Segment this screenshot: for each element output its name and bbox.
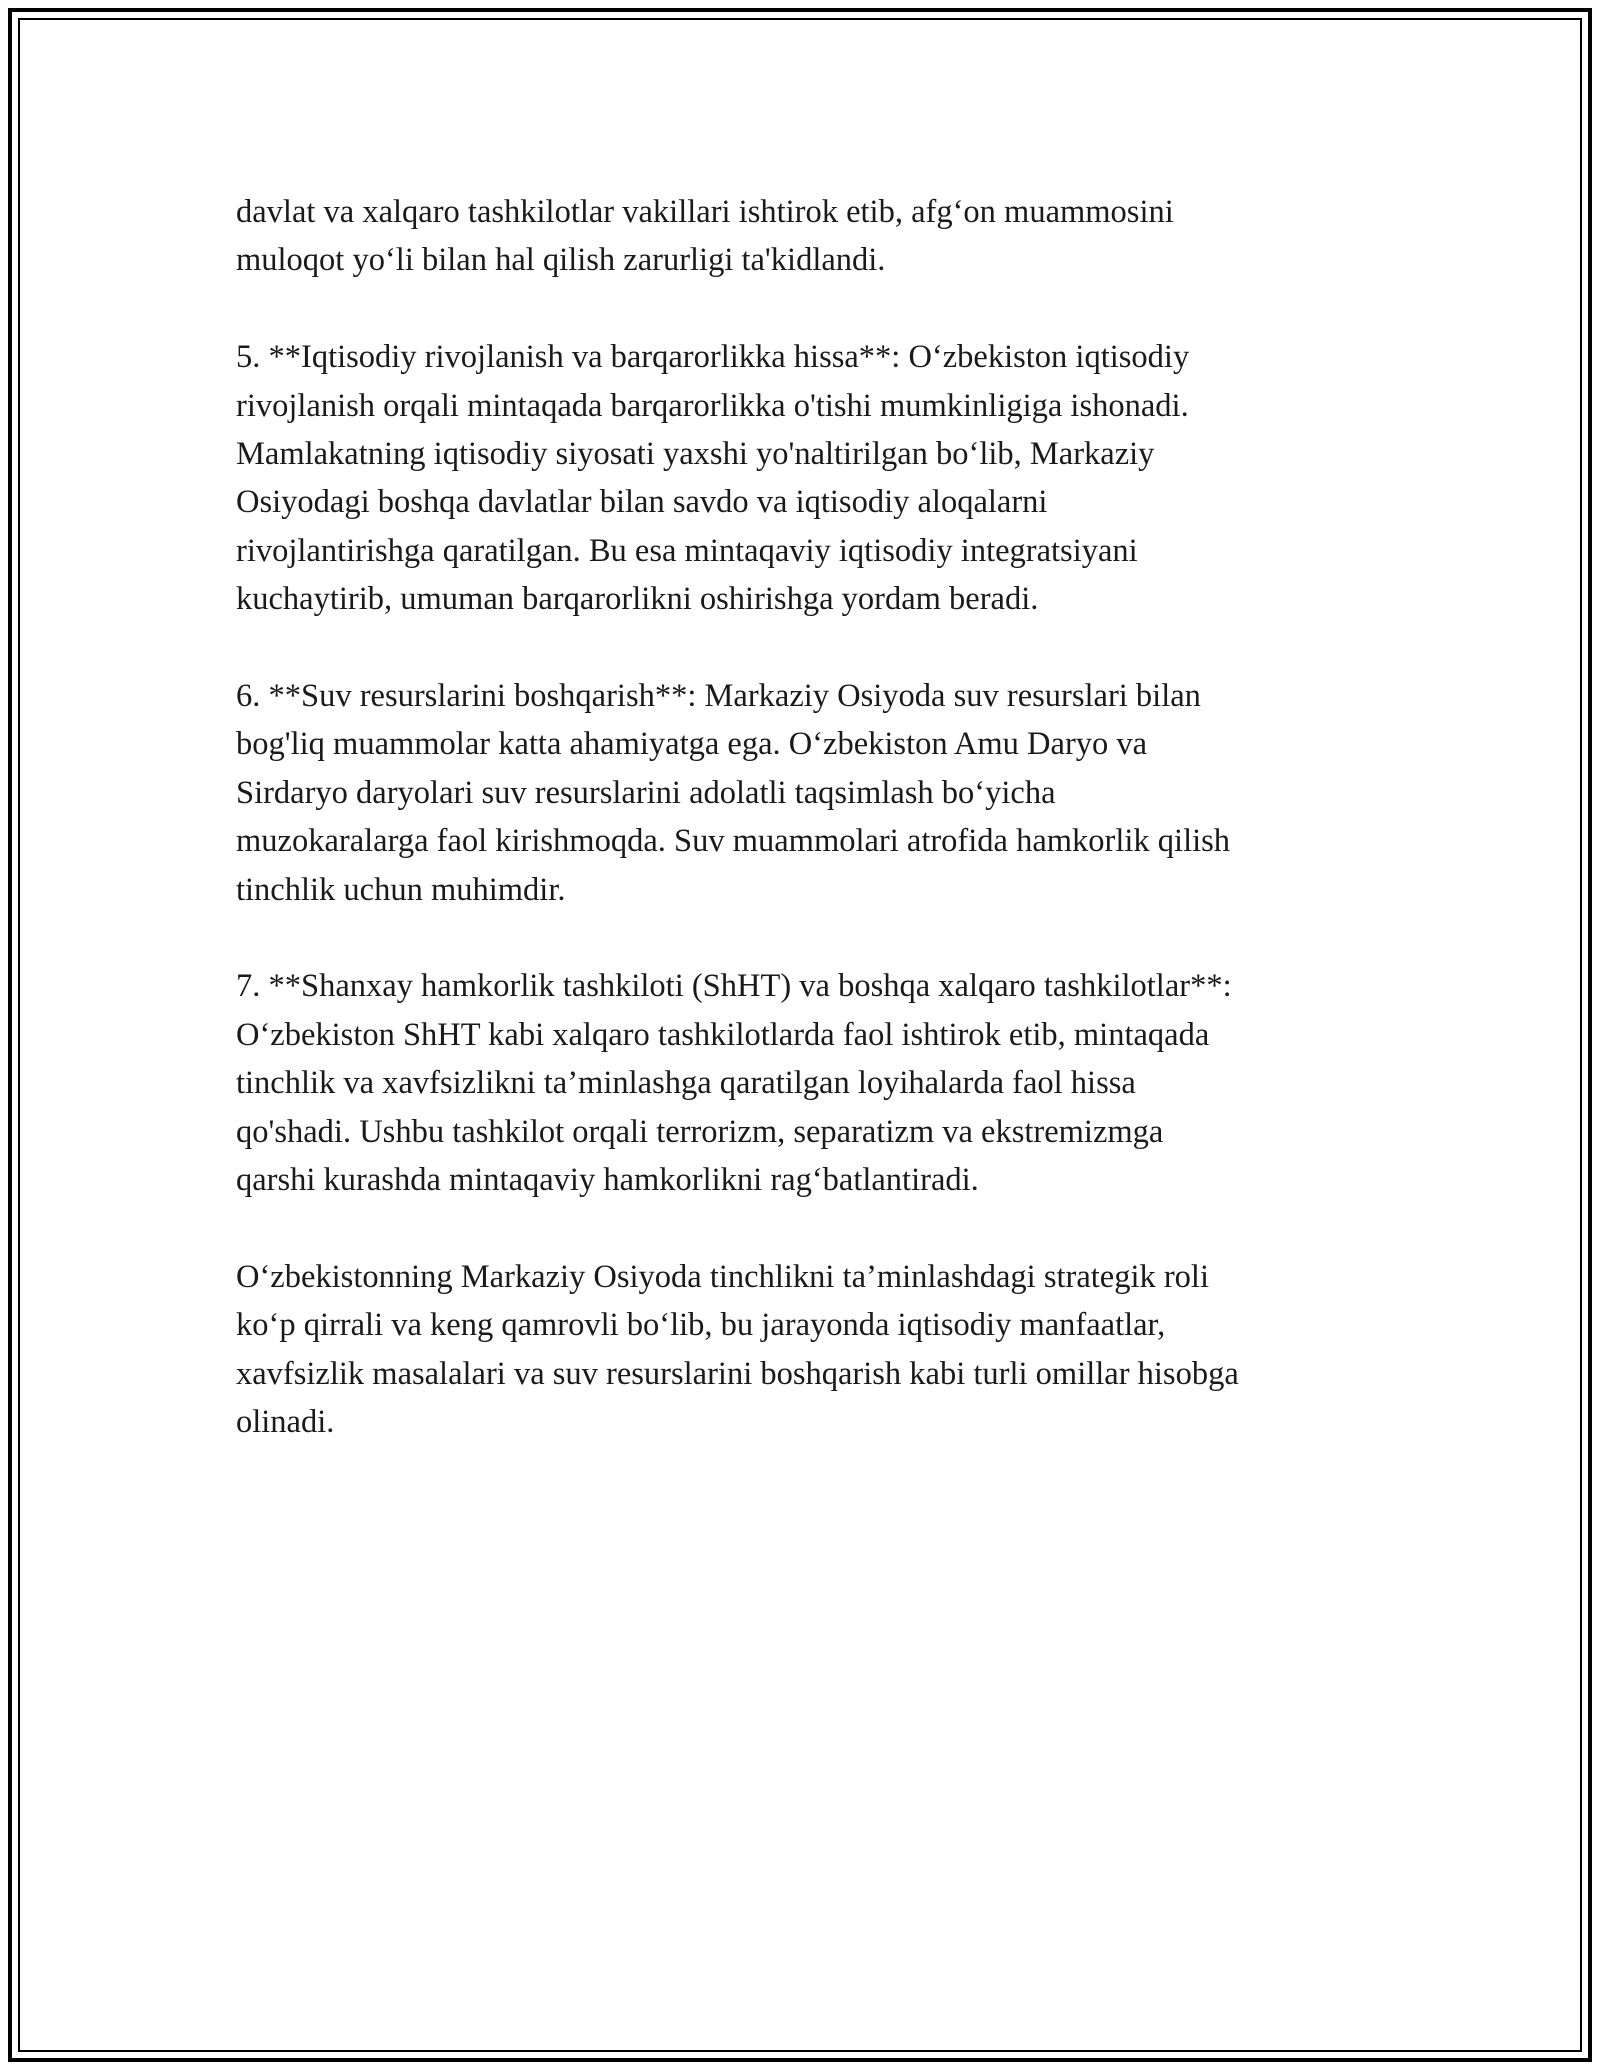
text-line: O‘zbekiston ShHT kabi xalqaro tashkilotlarda faol ishtirok etib, mintaqada: [236, 1016, 1210, 1053]
text-line: kuchaytirib, umuman barqarorlikni oshirishga yordam beradi.: [236, 581, 1039, 618]
paragraph-sco-organizations: [236, 962, 1376, 1204]
text-line: ko‘p qirrali va keng qamrovli bo‘lib, bu jarayonda iqtisodiy manfaatlar,: [236, 1307, 1166, 1344]
text-line: bog'liq muammolar katta ahamiyatga ega. O‘zbekiston Amu Daryo va: [236, 726, 1148, 763]
text-line: xavfsizlik masalalari va suv resurslarini boshqarish kabi turli omillar hisobga: [236, 1355, 1239, 1392]
text-line: 5. **Iqtisodiy rivojlanish va barqarorlikka hissa**: O‘zbekiston iqtisodiy: [236, 339, 1190, 376]
text-line: davlat va xalqaro tashkilotlar vakillari ishtirok etib, afg‘on muammosini: [236, 194, 1174, 230]
text-line: tinchlik uchun muhimdir.: [236, 871, 566, 908]
text-line: O‘zbekistonning Markaziy Osiyoda tinchlikni ta’minlashdagi strategik roli: [236, 1258, 1209, 1295]
text-line: muloqot yo‘li bilan hal qilish zarurligi ta'kidlandi.: [236, 242, 886, 279]
text-line: qo'shadi. Ushbu tashkilot orqali terrorizm, separatizm va ekstremizmga: [236, 1113, 1164, 1150]
document-body: [236, 188, 1376, 1447]
paragraph-water-resources: [236, 672, 1376, 914]
text-line: tinchlik va xavfsizlikni ta’minlashga qaratilgan loyihalarda faol hissa: [236, 1065, 1136, 1102]
text-line: Osiyodagi boshqa davlatlar bilan savdo va iqtisodiy aloqalarni: [236, 484, 1048, 521]
text-line: Mamlakatning iqtisodiy siyosati yaxshi yo'naltirilgan bo‘lib, Markaziy: [236, 436, 1155, 473]
paragraph-economic-development: [236, 333, 1376, 623]
text-line: olinadi.: [236, 1404, 335, 1441]
text-line: Sirdaryo daryolari suv resurslarini adolatli taqsimlash bo‘yicha: [236, 774, 1056, 811]
text-line: 7. **Shanxay hamkorlik tashkiloti (ShHT) va boshqa xalqaro tashkilotlar**:: [236, 968, 1232, 1005]
text-line: muzokaralarga faol kirishmoqda. Suv muammolari atrofida hamkorlik qilish: [236, 823, 1231, 860]
text-line: 6. **Suv resurslarini boshqarish**: Markaziy Osiyoda suv resurslari bilan: [236, 678, 1201, 715]
paragraph-afghan-dialogue: [236, 188, 1376, 285]
text-line: rivojlanish orqali mintaqada barqarorlikka o'tishi mumkinligiga ishonadi.: [236, 387, 1189, 424]
paragraph-conclusion: [236, 1253, 1376, 1447]
text-line: rivojlantirishga qaratilgan. Bu esa mintaqaviy iqtisodiy integratsiyani: [236, 532, 1138, 569]
text-line: qarshi kurashda mintaqaviy hamkorlikni rag‘batlantiradi.: [236, 1162, 979, 1199]
